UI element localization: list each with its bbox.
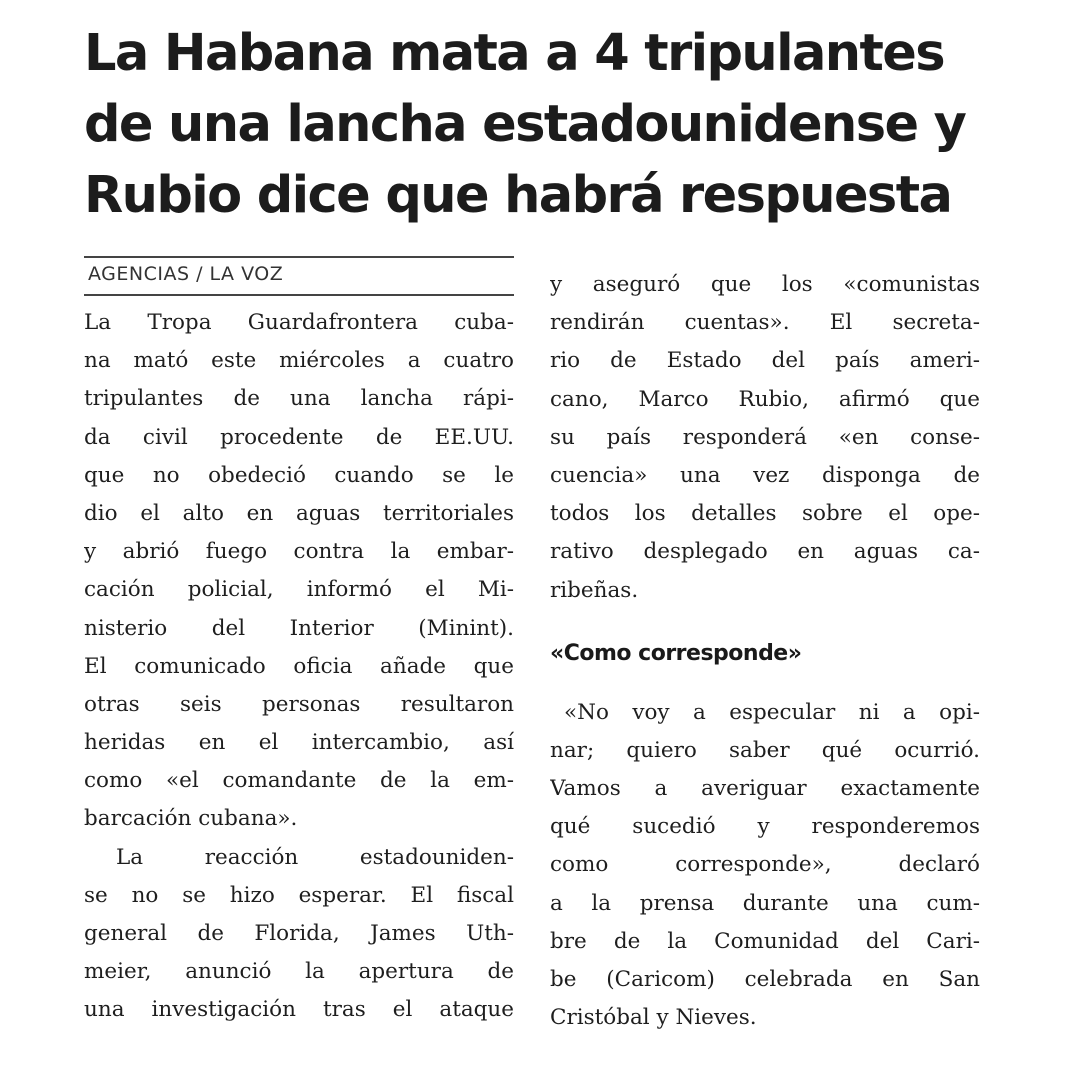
body-line: Cristóbal y Nieves. (550, 1005, 757, 1031)
byline-top-rule (84, 256, 514, 258)
section-subheading: «Como corresponde» (550, 640, 802, 666)
body-line: La Tropa Guardafrontera cuba- (84, 310, 514, 335)
headline-line: de una lancha estadounidense y (84, 95, 966, 154)
article-column-left (84, 304, 514, 1030)
body-line: bre de la Comunidad del Cari- (550, 928, 980, 954)
body-line: «No voy a especular ni a opi- (564, 699, 980, 725)
headline-line: La Habana mata a 4 tripulantes (84, 24, 945, 83)
body-line: barcación cubana». (84, 806, 298, 832)
body-line: rativo desplegado en aguas ca- (550, 539, 980, 565)
body-line: y abrió fuego contra la embar- (84, 539, 514, 565)
body-line: be (Caricom) celebrada en San (550, 967, 980, 992)
body-line: otras seis personas resultaron (84, 691, 514, 717)
body-line: meier, anunció la apertura de (84, 959, 514, 985)
body-line: general de Florida, James Uth- (84, 921, 514, 946)
body-line: qué sucedió y responderemos (550, 814, 980, 840)
body-line: heridas en el intercambio, así (84, 730, 514, 756)
body-line: que no obedeció cuando se le (84, 462, 514, 488)
headline (84, 18, 1044, 231)
body-line: cuencia» una vez disponga de (550, 462, 980, 488)
byline-bottom-rule (84, 294, 514, 296)
body-line: ribeñas. (550, 577, 639, 603)
body-line: da civil procedente de EE.UU. (84, 424, 514, 450)
body-line: La reacción estadouniden- (116, 844, 514, 870)
body-line: todos los detalles sobre el ope- (550, 501, 980, 527)
body-line: cación policial, informó el Mi- (84, 577, 514, 603)
body-line: como corresponde», declaró (550, 852, 980, 878)
body-line: se no se hizo esperar. El fiscal (84, 882, 514, 908)
body-line: tripulantes de una lancha rápi- (84, 386, 514, 412)
body-line: como «el comandante de la em- (84, 768, 514, 794)
body-line: rendirán cuentas». El secreta- (550, 310, 980, 336)
body-line: su país responderá «en conse- (550, 424, 980, 450)
body-line: na mató este miércoles a cuatro (84, 348, 514, 374)
body-line: nar; quiero saber qué ocurrió. (550, 737, 980, 763)
body-line: una investigación tras el ataque (84, 997, 514, 1023)
body-line: rio de Estado del país ameri- (550, 348, 980, 374)
body-line: a la prensa durante una cum- (550, 890, 980, 916)
byline-block (84, 254, 514, 298)
byline: AGENCIAS / LA VOZ (88, 263, 284, 285)
body-line: Vamos a averiguar exactamente (550, 776, 980, 802)
body-line: nisterio del Interior (Minint). (84, 615, 514, 641)
body-line: dio el alto en aguas territoriales (84, 500, 514, 526)
body-line: y aseguró que los «comunistas (550, 272, 980, 297)
headline-line: Rubio dice que habrá respuesta (84, 166, 952, 225)
article-column-right (550, 266, 980, 1037)
body-line: El comunicado oficia añade que (84, 653, 514, 679)
body-line: cano, Marco Rubio, afirmó que (550, 386, 980, 412)
